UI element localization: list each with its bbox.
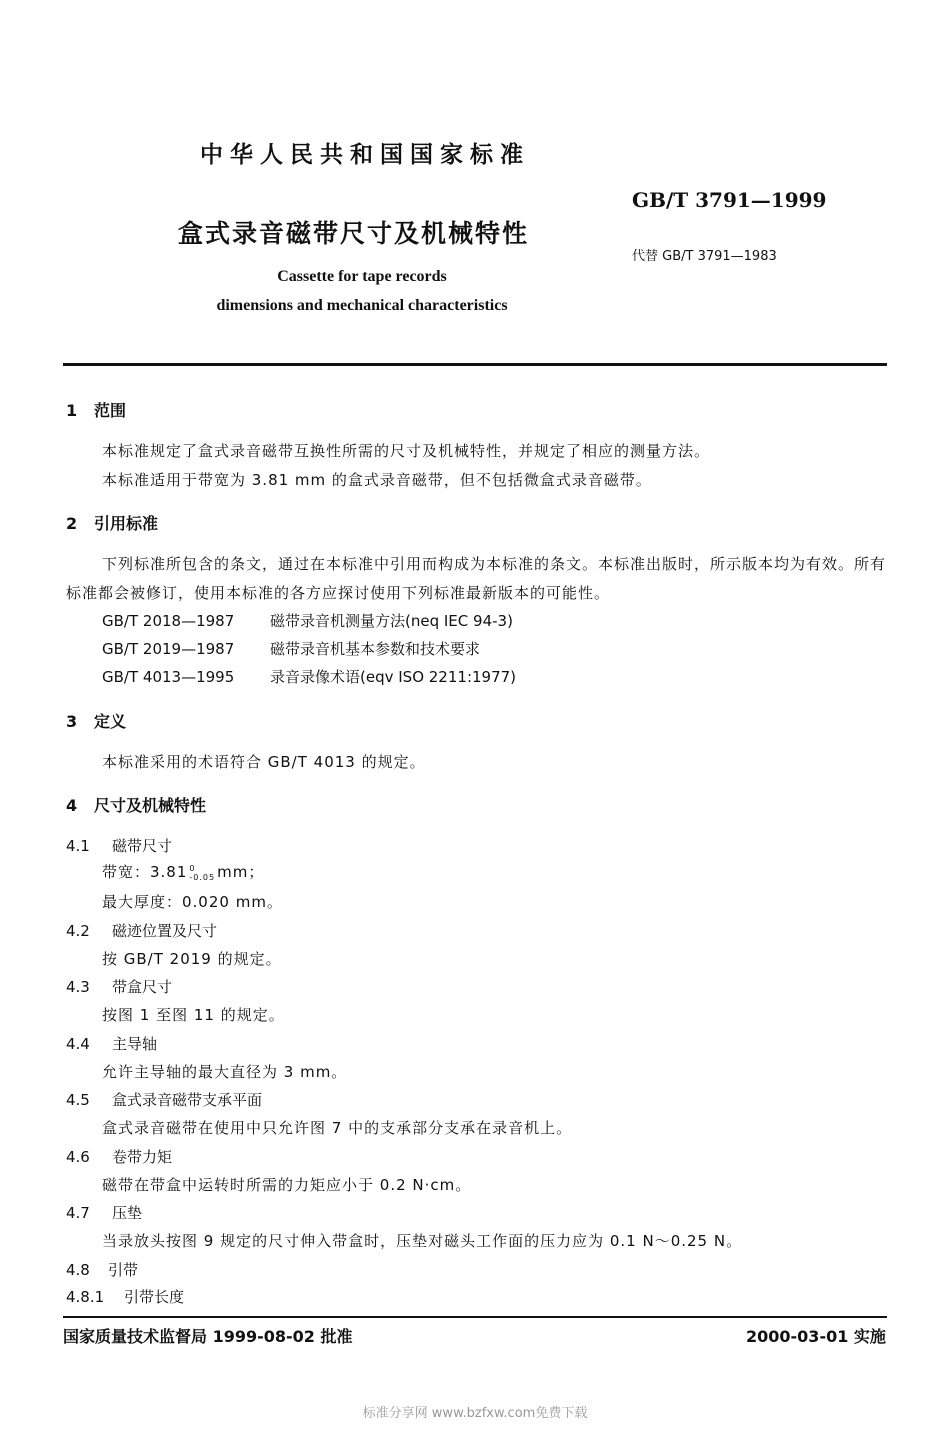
- section-number: 3: [66, 712, 78, 731]
- subsection-number: 4.4: [66, 1035, 90, 1053]
- subsection-title: 卷带力矩: [112, 1148, 173, 1166]
- reference-code: GB/T 4013—1995: [102, 668, 235, 686]
- subsection-number: 4.7: [66, 1204, 90, 1222]
- english-title-line1: Cassette for tape records: [277, 268, 447, 285]
- subsection-4-2-text: 按 GB/T 2019 的规定。: [102, 950, 282, 968]
- subsection-4-3-heading: [66, 976, 172, 997]
- reference-title: 磁带录音机测量方法(neq IEC 94-3): [270, 612, 513, 630]
- tape-width-spec: [102, 861, 264, 882]
- section-number: 1: [66, 401, 78, 420]
- subsection-number: 4.5: [66, 1091, 90, 1109]
- subsection-number: 4.8: [66, 1261, 90, 1279]
- subsection-title: 引带: [108, 1261, 139, 1279]
- reference-code: GB/T 2019—1987: [102, 640, 235, 658]
- section-title: 引用标准: [94, 514, 159, 533]
- subsection-title: 磁带尺寸: [112, 837, 173, 855]
- subsection-4-4-text: 允许主导轴的最大直径为 3 mm。: [102, 1063, 348, 1081]
- subsection-number: 4.2: [66, 922, 90, 940]
- subsection-4-5-heading: [66, 1089, 262, 1110]
- reference-item: [102, 610, 513, 631]
- max-thickness-spec: 最大厚度：0.020 mm。: [102, 893, 283, 911]
- national-standard-heading: 中华人民共和国国家标准: [200, 142, 530, 168]
- standard-code: GB/T 3791—1999: [632, 188, 827, 212]
- section-1-heading: [66, 398, 126, 421]
- subsection-number: 4.3: [66, 978, 90, 996]
- subsection-number: 4.1: [66, 837, 90, 855]
- section-2-heading: [66, 511, 158, 534]
- subsection-number: 4.8.1: [66, 1288, 105, 1306]
- subsection-4-7-heading: [66, 1202, 142, 1223]
- reference-code: GB/T 2018—1987: [102, 612, 235, 630]
- section-title: 定义: [94, 712, 127, 731]
- header-rule: [63, 363, 887, 366]
- section-1-paragraph-1: 本标准规定了盒式录音磁带互换性所需的尺寸及机械特性，并规定了相应的测量方法。: [102, 442, 711, 460]
- subsection-title: 主导轴: [112, 1035, 158, 1053]
- tolerance-lower: -0.05: [189, 872, 216, 882]
- reference-item: [102, 666, 516, 687]
- subsection-4-4-heading: [66, 1033, 157, 1054]
- section-number: 4: [66, 796, 78, 815]
- tape-width-unit: mm；: [217, 863, 265, 881]
- watermark: 标准分享网 www.bzfxw.com免费下载: [362, 1406, 588, 1421]
- implementation-date: 2000-03-01 实施: [746, 1327, 886, 1346]
- section-3-paragraph: 本标准采用的术语符合 GB/T 4013 的规定。: [102, 753, 426, 771]
- subsection-4-8-heading: [66, 1259, 138, 1280]
- subsection-4-8-1-heading: [66, 1286, 184, 1307]
- reference-title: 录音录像术语(eqv ISO 2211:1977): [270, 668, 517, 686]
- subsection-4-1-heading: [66, 835, 172, 856]
- subsection-4-6-heading: [66, 1146, 172, 1167]
- subsection-4-5-text: 盒式录音磁带在使用中只允许图 7 中的支承部分支承在录音机上。: [102, 1119, 573, 1137]
- subsection-title: 带盒尺寸: [112, 978, 173, 996]
- footer-rule: [63, 1316, 887, 1318]
- tolerance-upper: 0: [189, 863, 196, 873]
- subsection-4-3-text: 按图 1 至图 11 的规定。: [102, 1006, 285, 1024]
- section-title: 尺寸及机械特性: [94, 796, 207, 815]
- section-1-paragraph-2: 本标准适用于带宽为 3.81 mm 的盒式录音磁带，但不包括微盒式录音磁带。: [102, 471, 652, 489]
- subsection-title: 压垫: [112, 1204, 143, 1222]
- reference-title: 磁带录音机基本参数和技术要求: [270, 640, 481, 658]
- document-title: 盒式录音磁带尺寸及机械特性: [178, 219, 530, 248]
- subsection-title: 引带长度: [124, 1288, 185, 1306]
- section-3-heading: [66, 709, 126, 732]
- subsection-title: 磁迹位置及尺寸: [112, 922, 218, 940]
- approval-line: 国家质量技术监督局 1999-08-02 批准: [63, 1327, 353, 1346]
- section-2-paragraph: 下列标准所包含的条文，通过在本标准中引用而构成为本标准的条文。本标准出版时，所示版本均为有效。所有标准都会被修订，使用本标准的各方应探讨使用下列标准最新版本的可能性。: [66, 555, 887, 602]
- subsection-number: 4.6: [66, 1148, 90, 1166]
- replaces-note: 代替 GB/T 3791—1983: [632, 249, 777, 264]
- subsection-title: 盒式录音磁带支承平面: [112, 1091, 263, 1109]
- section-number: 2: [66, 514, 78, 533]
- subsection-4-2-heading: [66, 920, 217, 941]
- english-title-line2: dimensions and mechanical characteristics: [216, 297, 508, 314]
- tape-width-value: 带宽：3.81: [102, 863, 188, 881]
- section-title: 范围: [94, 401, 127, 420]
- section-4-heading: [66, 793, 206, 816]
- tolerance: [189, 864, 215, 882]
- subsection-4-6-text: 磁带在带盒中运转时所需的力矩应小于 0.2 N·cm。: [102, 1176, 472, 1194]
- reference-item: [102, 638, 480, 659]
- subsection-4-7-text: 当录放头按图 9 规定的尺寸伸入带盒时，压垫对磁头工作面的压力应为 0.1 N～0.25 N。: [102, 1232, 743, 1250]
